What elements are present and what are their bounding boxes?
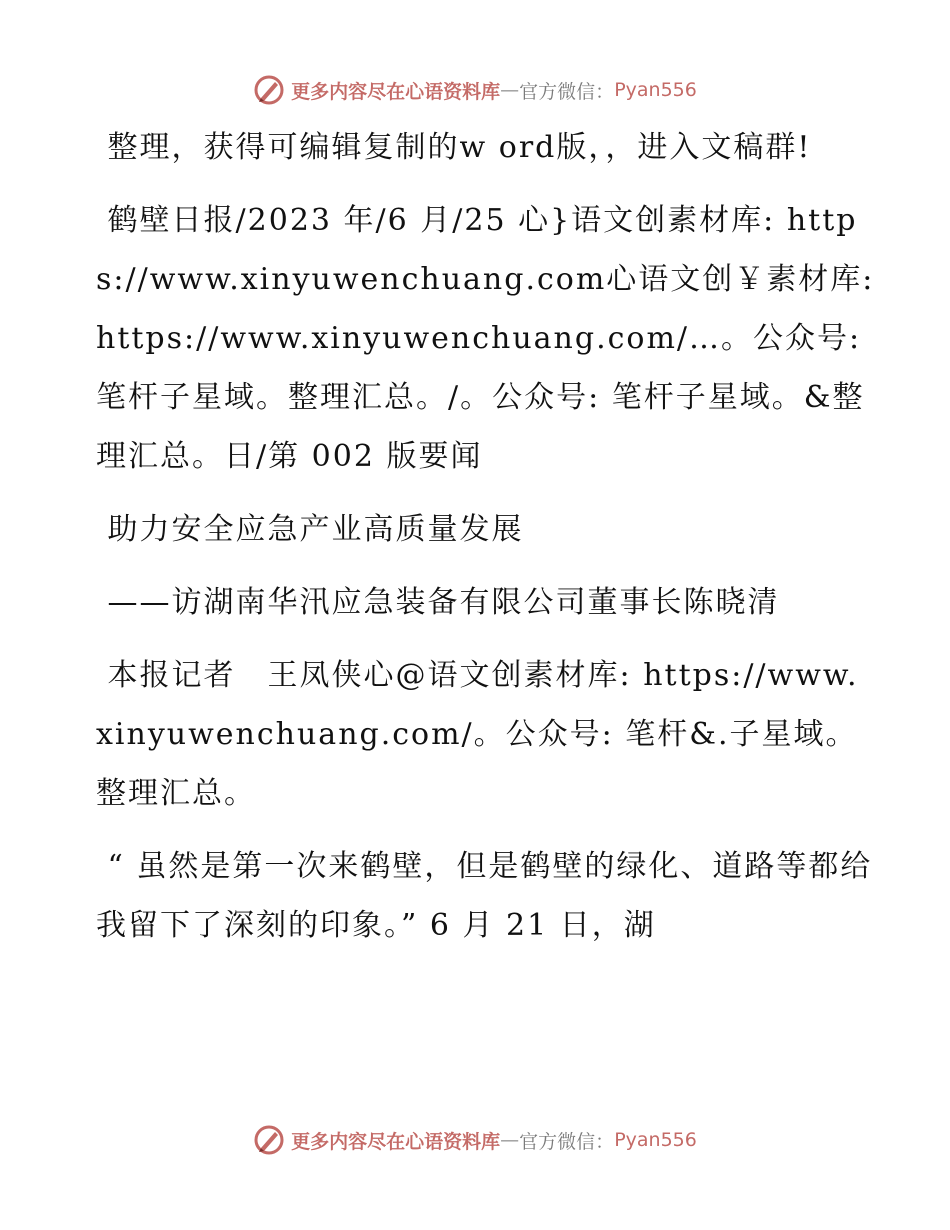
banner-separator: —: [500, 79, 520, 101]
banner-slogan: 更多内容尽在心语资料库: [291, 1130, 501, 1153]
pen-logo-icon: [253, 74, 285, 106]
banner-official-label: 官方微信：: [519, 80, 615, 103]
footer-watermark-banner: [0, 1120, 950, 1160]
banner-wechat-id: Pyan556: [614, 79, 697, 101]
article-title: 助力安全应急产业高质量发展: [96, 512, 524, 547]
banner-official-label: 官方微信：: [519, 1130, 615, 1153]
header-watermark-banner: [0, 70, 950, 110]
article-byline: 本报记者 王凤侠心@语文创素材库: https://www.xinyuwenchuang.com/。公众号: 笔杆&.子星域。整理汇总。: [96, 658, 859, 811]
banner-separator: —: [500, 1129, 520, 1151]
document-body: [96, 118, 886, 955]
article-body-paragraph: “ 虽然是第一次来鹤壁，但是鹤壁的绿化、道路等都给我留下了深刻的印象。” 6 月 21 日，湖: [96, 849, 873, 943]
banner-slogan: 更多内容尽在心语资料库: [291, 80, 501, 103]
paragraph-intro: 整理，获得可编辑复制的w ord版，，进入文稿群!: [96, 130, 812, 165]
banner-wechat-id: Pyan556: [614, 1129, 697, 1151]
paragraph-source-info: 鹤壁日报/2023 年/6 月/25 心}语文创素材库: https://www.xinyuwenchuang.com心语文创￥素材库: https://www.xinyuwenchuang.com/…。公众号: 笔杆子星域。整理汇总。/。公众号: 笔杆子星域。&整理汇总。日/第 002 版要闻: [96, 203, 886, 474]
pen-logo-icon: [253, 1124, 285, 1156]
article-subtitle: ——访湖南华汛应急装备有限公司董事长陈晓清: [96, 585, 780, 620]
